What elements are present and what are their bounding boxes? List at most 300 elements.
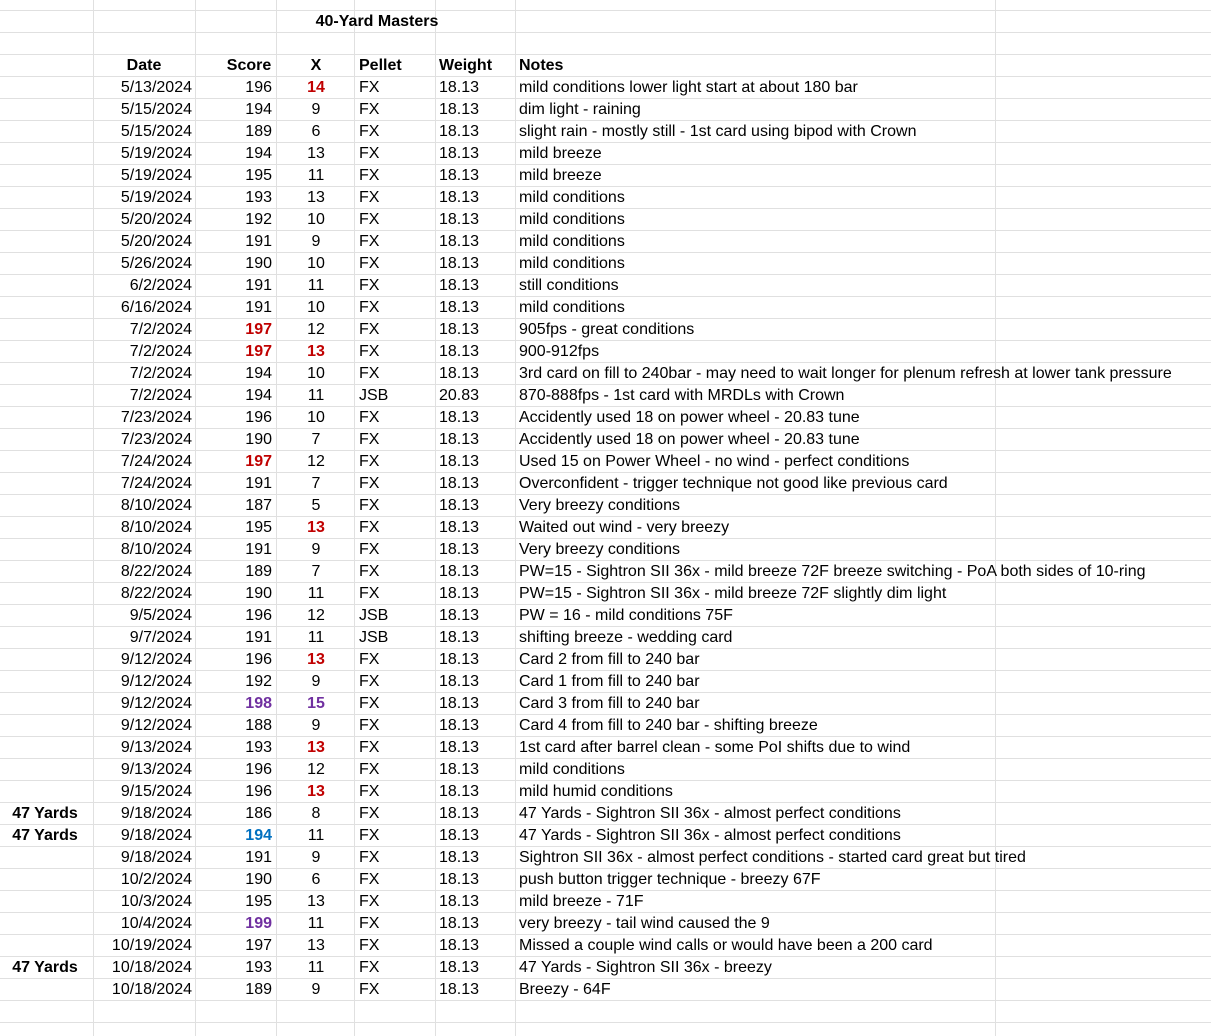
cell-label[interactable] <box>0 671 90 693</box>
cell-label[interactable] <box>0 275 90 297</box>
cell-weight[interactable]: 18.13 <box>439 101 480 118</box>
cell-notes[interactable]: mild breeze - 71F <box>519 893 644 910</box>
cell-notes[interactable]: PW=15 - Sightron SII 36x - mild breeze 72F breeze switching - PoA both sides of 10-ring <box>519 563 1146 580</box>
cell-score[interactable]: 191 <box>245 849 272 866</box>
cell-notes[interactable]: PW=15 - Sightron SII 36x - mild breeze 72F slightly dim light <box>519 585 947 602</box>
cell-notes[interactable]: mild conditions <box>519 189 625 206</box>
cell-notes[interactable]: PW = 16 - mild conditions 75F <box>519 607 733 624</box>
cell-date[interactable]: 7/2/2024 <box>129 365 192 382</box>
cell-x[interactable]: 9 <box>311 541 321 558</box>
cell-weight[interactable]: 18.13 <box>439 145 480 162</box>
cell-label[interactable] <box>0 913 90 935</box>
cell-date[interactable]: 10/4/2024 <box>120 915 192 932</box>
cell-label[interactable] <box>0 341 90 363</box>
cell-weight[interactable]: 18.13 <box>439 607 480 624</box>
header-x[interactable]: X <box>310 57 322 74</box>
cell-date[interactable]: 9/18/2024 <box>120 805 192 822</box>
cell-x[interactable]: 7 <box>311 475 321 492</box>
cell-score[interactable]: 191 <box>245 233 272 250</box>
cell-score[interactable]: 190 <box>245 431 272 448</box>
cell-pellet[interactable]: FX <box>359 871 380 888</box>
cell-notes[interactable]: mild conditions <box>519 299 625 316</box>
cell-score[interactable]: 198 <box>245 695 272 712</box>
cell-score[interactable]: 190 <box>245 585 272 602</box>
cell-date[interactable]: 7/2/2024 <box>129 321 192 338</box>
cell-weight[interactable]: 18.13 <box>439 343 480 360</box>
cell-date[interactable]: 8/22/2024 <box>120 585 192 602</box>
cell-label[interactable] <box>0 297 90 319</box>
cell-date[interactable]: 10/3/2024 <box>120 893 192 910</box>
cell-date[interactable]: 9/5/2024 <box>129 607 192 624</box>
cell-score[interactable]: 187 <box>245 497 272 514</box>
cell-pellet[interactable]: FX <box>359 453 380 470</box>
cell-label[interactable] <box>0 253 90 275</box>
cell-x[interactable]: 9 <box>311 233 321 250</box>
cell-pellet[interactable]: FX <box>359 585 380 602</box>
cell-weight[interactable]: 18.13 <box>439 299 480 316</box>
cell-pellet[interactable]: FX <box>359 475 380 492</box>
cell-score[interactable]: 193 <box>245 959 272 976</box>
cell-pellet[interactable]: FX <box>359 79 380 96</box>
cell-date[interactable]: 5/20/2024 <box>120 211 192 228</box>
cell-label[interactable] <box>0 143 90 165</box>
cell-label[interactable] <box>0 561 90 583</box>
cell-label[interactable] <box>0 583 90 605</box>
cell-label[interactable] <box>0 891 90 913</box>
cell-x[interactable]: 13 <box>307 739 325 756</box>
cell-label[interactable] <box>0 99 90 121</box>
cell-notes[interactable]: slight rain - mostly still - 1st card using bipod with Crown <box>519 123 917 140</box>
cell-score[interactable]: 196 <box>245 607 272 624</box>
cell-notes[interactable]: Card 4 from fill to 240 bar - shifting breeze <box>519 717 818 734</box>
cell-notes[interactable]: Very breezy conditions <box>519 541 680 558</box>
cell-notes[interactable]: mild breeze <box>519 167 602 184</box>
cell-weight[interactable]: 18.13 <box>439 805 480 822</box>
cell-pellet[interactable]: FX <box>359 739 380 756</box>
cell-notes[interactable]: Sightron SII 36x - almost perfect conditions - started card great but tired <box>519 849 1026 866</box>
cell-x[interactable]: 6 <box>311 123 321 140</box>
cell-label[interactable] <box>0 539 90 561</box>
cell-score[interactable]: 193 <box>245 189 272 206</box>
cell-weight[interactable]: 18.13 <box>439 981 480 998</box>
cell-x[interactable]: 7 <box>311 563 321 580</box>
cell-x[interactable]: 11 <box>307 959 325 976</box>
cell-label[interactable] <box>0 649 90 671</box>
cell-date[interactable]: 9/15/2024 <box>120 783 192 800</box>
cell-x[interactable]: 11 <box>307 387 325 404</box>
cell-date[interactable]: 5/15/2024 <box>120 123 192 140</box>
cell-pellet[interactable]: FX <box>359 299 380 316</box>
cell-score[interactable]: 190 <box>245 871 272 888</box>
cell-date[interactable]: 7/23/2024 <box>120 431 192 448</box>
cell-pellet[interactable]: FX <box>359 255 380 272</box>
cell-score[interactable]: 194 <box>245 827 272 844</box>
cell-x[interactable]: 13 <box>307 937 325 954</box>
cell-x[interactable]: 11 <box>307 585 325 602</box>
cell-pellet[interactable]: FX <box>359 343 380 360</box>
cell-label[interactable] <box>0 407 90 429</box>
cell-weight[interactable]: 18.13 <box>439 123 480 140</box>
cell-weight[interactable]: 18.13 <box>439 321 480 338</box>
cell-score[interactable]: 192 <box>245 673 272 690</box>
cell-label[interactable]: 47 Yards <box>12 827 78 844</box>
cell-weight[interactable]: 18.13 <box>439 629 480 646</box>
cell-pellet[interactable]: FX <box>359 167 380 184</box>
cell-date[interactable]: 9/12/2024 <box>120 717 192 734</box>
cell-score[interactable]: 197 <box>245 937 272 954</box>
cell-label[interactable] <box>0 209 90 231</box>
cell-score[interactable]: 189 <box>245 981 272 998</box>
cell-weight[interactable]: 18.13 <box>439 915 480 932</box>
cell-score[interactable]: 188 <box>245 717 272 734</box>
cell-weight[interactable]: 18.13 <box>439 585 480 602</box>
cell-weight[interactable]: 18.13 <box>439 167 480 184</box>
cell-x[interactable]: 5 <box>311 497 321 514</box>
cell-weight[interactable]: 18.13 <box>439 827 480 844</box>
cell-score[interactable]: 194 <box>245 101 272 118</box>
cell-x[interactable]: 9 <box>311 849 321 866</box>
cell-date[interactable]: 9/18/2024 <box>120 849 192 866</box>
cell-date[interactable]: 9/12/2024 <box>120 651 192 668</box>
cell-x[interactable]: 10 <box>307 211 325 228</box>
cell-date[interactable]: 9/12/2024 <box>120 673 192 690</box>
cell-score[interactable]: 197 <box>245 453 272 470</box>
cell-notes[interactable]: 47 Yards - Sightron SII 36x - almost perfect conditions <box>519 805 901 822</box>
cell-date[interactable]: 5/13/2024 <box>120 79 192 96</box>
cell-x[interactable]: 8 <box>311 805 321 822</box>
cell-x[interactable]: 13 <box>307 783 325 800</box>
cell-date[interactable]: 10/19/2024 <box>111 937 192 954</box>
cell-notes[interactable]: Overconfident - trigger technique not good like previous card <box>519 475 948 492</box>
cell-label[interactable] <box>0 451 90 473</box>
cell-weight[interactable]: 18.13 <box>439 365 480 382</box>
cell-score[interactable]: 196 <box>245 761 272 778</box>
cell-weight[interactable]: 18.13 <box>439 189 480 206</box>
cell-x[interactable]: 11 <box>307 629 325 646</box>
cell-date[interactable]: 9/18/2024 <box>120 827 192 844</box>
cell-x[interactable]: 9 <box>311 717 321 734</box>
cell-x[interactable]: 12 <box>307 321 325 338</box>
cell-weight[interactable]: 18.13 <box>439 871 480 888</box>
cell-notes[interactable]: mild breeze <box>519 145 602 162</box>
cell-notes[interactable]: 900-912fps <box>519 343 600 360</box>
cell-x[interactable]: 10 <box>307 409 325 426</box>
cell-weight[interactable]: 18.13 <box>439 695 480 712</box>
cell-date[interactable]: 7/23/2024 <box>120 409 192 426</box>
cell-x[interactable]: 11 <box>307 167 325 184</box>
cell-weight[interactable]: 18.13 <box>439 431 480 448</box>
cell-weight[interactable]: 18.13 <box>439 409 480 426</box>
cell-x[interactable]: 6 <box>311 871 321 888</box>
cell-date[interactable]: 8/10/2024 <box>120 541 192 558</box>
cell-label[interactable] <box>0 429 90 451</box>
cell-notes[interactable]: Card 2 from fill to 240 bar <box>519 651 700 668</box>
cell-label[interactable] <box>0 473 90 495</box>
cell-x[interactable]: 9 <box>311 981 321 998</box>
cell-notes[interactable]: 905fps - great conditions <box>519 321 695 338</box>
header-score[interactable]: Score <box>226 57 272 74</box>
cell-score[interactable]: 189 <box>245 123 272 140</box>
cell-x[interactable]: 11 <box>307 827 325 844</box>
cell-date[interactable]: 10/18/2024 <box>111 981 192 998</box>
cell-x[interactable]: 13 <box>307 519 325 536</box>
cell-score[interactable]: 196 <box>245 79 272 96</box>
cell-date[interactable]: 7/24/2024 <box>120 475 192 492</box>
cell-pellet[interactable]: FX <box>359 937 380 954</box>
cell-label[interactable] <box>0 165 90 187</box>
cell-label[interactable] <box>0 495 90 517</box>
header-date[interactable]: Date <box>126 57 162 74</box>
cell-x[interactable]: 10 <box>307 255 325 272</box>
cell-label[interactable] <box>0 231 90 253</box>
cell-x[interactable]: 11 <box>307 277 325 294</box>
cell-label[interactable] <box>0 979 90 1001</box>
cell-score[interactable]: 194 <box>245 365 272 382</box>
cell-notes[interactable]: mild humid conditions <box>519 783 673 800</box>
cell-score[interactable]: 191 <box>245 475 272 492</box>
cell-score[interactable]: 193 <box>245 739 272 756</box>
cell-label[interactable] <box>0 737 90 759</box>
cell-notes[interactable]: dim light - raining <box>519 101 641 118</box>
cell-weight[interactable]: 18.13 <box>439 211 480 228</box>
cell-pellet[interactable]: FX <box>359 959 380 976</box>
cell-weight[interactable]: 18.13 <box>439 79 480 96</box>
cell-date[interactable]: 8/10/2024 <box>120 497 192 514</box>
cell-weight[interactable]: 18.13 <box>439 937 480 954</box>
cell-pellet[interactable]: JSB <box>359 629 389 646</box>
cell-weight[interactable]: 18.13 <box>439 277 480 294</box>
cell-score[interactable]: 191 <box>245 299 272 316</box>
cell-label[interactable] <box>0 847 90 869</box>
cell-score[interactable]: 194 <box>245 387 272 404</box>
cell-weight[interactable]: 18.13 <box>439 453 480 470</box>
cell-notes[interactable]: Missed a couple wind calls or would have been a 200 card <box>519 937 933 954</box>
cell-label[interactable] <box>0 517 90 539</box>
cell-pellet[interactable]: JSB <box>359 387 389 404</box>
cell-score[interactable]: 186 <box>245 805 272 822</box>
cell-label[interactable] <box>0 627 90 649</box>
cell-date[interactable]: 6/2/2024 <box>129 277 192 294</box>
cell-date[interactable]: 5/20/2024 <box>120 233 192 250</box>
cell-pellet[interactable]: FX <box>359 431 380 448</box>
cell-notes[interactable]: Accidently used 18 on power wheel - 20.83 tune <box>519 431 860 448</box>
cell-weight[interactable]: 18.13 <box>439 563 480 580</box>
cell-score[interactable]: 189 <box>245 563 272 580</box>
cell-label[interactable] <box>0 605 90 627</box>
cell-weight[interactable]: 18.13 <box>439 673 480 690</box>
cell-x[interactable]: 13 <box>307 343 325 360</box>
cell-weight[interactable]: 18.13 <box>439 519 480 536</box>
cell-weight[interactable]: 18.13 <box>439 651 480 668</box>
cell-date[interactable]: 5/19/2024 <box>120 145 192 162</box>
cell-pellet[interactable]: FX <box>359 189 380 206</box>
cell-weight[interactable]: 18.13 <box>439 893 480 910</box>
cell-pellet[interactable]: FX <box>359 717 380 734</box>
cell-pellet[interactable]: FX <box>359 893 380 910</box>
cell-x[interactable]: 12 <box>307 607 325 624</box>
cell-score[interactable]: 196 <box>245 409 272 426</box>
cell-date[interactable]: 5/26/2024 <box>120 255 192 272</box>
cell-date[interactable]: 8/10/2024 <box>120 519 192 536</box>
cell-pellet[interactable]: FX <box>359 805 380 822</box>
cell-pellet[interactable]: FX <box>359 651 380 668</box>
cell-pellet[interactable]: FX <box>359 827 380 844</box>
cell-score[interactable]: 195 <box>245 893 272 910</box>
cell-date[interactable]: 5/19/2024 <box>120 167 192 184</box>
cell-pellet[interactable]: JSB <box>359 607 389 624</box>
cell-pellet[interactable]: FX <box>359 563 380 580</box>
cell-date[interactable]: 8/22/2024 <box>120 563 192 580</box>
sheet-title[interactable]: 40-Yard Masters <box>315 13 439 30</box>
cell-weight[interactable]: 18.13 <box>439 255 480 272</box>
cell-weight[interactable]: 18.13 <box>439 959 480 976</box>
cell-label[interactable] <box>0 715 90 737</box>
cell-weight[interactable]: 18.13 <box>439 717 480 734</box>
cell-x[interactable]: 9 <box>311 101 321 118</box>
cell-notes[interactable]: Waited out wind - very breezy <box>519 519 730 536</box>
cell-pellet[interactable]: FX <box>359 783 380 800</box>
cell-score[interactable]: 190 <box>245 255 272 272</box>
cell-weight[interactable]: 18.13 <box>439 783 480 800</box>
cell-label[interactable] <box>0 869 90 891</box>
cell-x[interactable]: 15 <box>307 695 325 712</box>
cell-notes[interactable]: Card 1 from fill to 240 bar <box>519 673 700 690</box>
cell-notes[interactable]: mild conditions <box>519 233 625 250</box>
cell-notes[interactable]: Used 15 on Power Wheel - no wind - perfect conditions <box>519 453 910 470</box>
cell-notes[interactable]: still conditions <box>519 277 619 294</box>
cell-date[interactable]: 7/24/2024 <box>120 453 192 470</box>
cell-label[interactable] <box>0 319 90 341</box>
cell-x[interactable]: 10 <box>307 365 325 382</box>
cell-pellet[interactable]: FX <box>359 849 380 866</box>
cell-pellet[interactable]: FX <box>359 321 380 338</box>
cell-score[interactable]: 191 <box>245 629 272 646</box>
cell-date[interactable]: 10/18/2024 <box>111 959 192 976</box>
cell-date[interactable]: 9/7/2024 <box>129 629 192 646</box>
cell-label[interactable]: 47 Yards <box>12 805 78 822</box>
cell-score[interactable]: 199 <box>245 915 272 932</box>
cell-pellet[interactable]: FX <box>359 981 380 998</box>
cell-pellet[interactable]: FX <box>359 673 380 690</box>
cell-weight[interactable]: 18.13 <box>439 233 480 250</box>
cell-pellet[interactable]: FX <box>359 695 380 712</box>
cell-date[interactable]: 5/15/2024 <box>120 101 192 118</box>
cell-pellet[interactable]: FX <box>359 233 380 250</box>
cell-notes[interactable]: 47 Yards - Sightron SII 36x - almost perfect conditions <box>519 827 901 844</box>
cell-pellet[interactable]: FX <box>359 497 380 514</box>
cell-x[interactable]: 11 <box>307 915 325 932</box>
cell-pellet[interactable]: FX <box>359 277 380 294</box>
cell-weight[interactable]: 18.13 <box>439 475 480 492</box>
cell-pellet[interactable]: FX <box>359 101 380 118</box>
cell-label[interactable] <box>0 363 90 385</box>
cell-notes[interactable]: Very breezy conditions <box>519 497 680 514</box>
cell-pellet[interactable]: FX <box>359 365 380 382</box>
header-notes[interactable]: Notes <box>519 57 564 74</box>
cell-score[interactable]: 197 <box>245 321 272 338</box>
cell-date[interactable]: 9/13/2024 <box>120 761 192 778</box>
cell-score[interactable]: 195 <box>245 167 272 184</box>
cell-notes[interactable]: Accidently used 18 on power wheel - 20.83 tune <box>519 409 860 426</box>
cell-notes[interactable]: 3rd card on fill to 240bar - may need to wait longer for plenum refresh at lower tank pressure <box>519 365 1172 382</box>
cell-x[interactable]: 13 <box>307 145 325 162</box>
cell-notes[interactable]: 870-888fps - 1st card with MRDLs with Crown <box>519 387 845 404</box>
cell-weight[interactable]: 18.13 <box>439 739 480 756</box>
cell-x[interactable]: 12 <box>307 761 325 778</box>
cell-pellet[interactable]: FX <box>359 409 380 426</box>
cell-notes[interactable]: Breezy - 64F <box>519 981 611 998</box>
cell-weight[interactable]: 18.13 <box>439 849 480 866</box>
cell-weight[interactable]: 20.83 <box>439 387 480 404</box>
cell-score[interactable]: 191 <box>245 541 272 558</box>
cell-date[interactable]: 5/19/2024 <box>120 189 192 206</box>
cell-notes[interactable]: mild conditions <box>519 761 625 778</box>
cell-pellet[interactable]: FX <box>359 761 380 778</box>
cell-notes[interactable]: Card 3 from fill to 240 bar <box>519 695 700 712</box>
cell-pellet[interactable]: FX <box>359 541 380 558</box>
cell-label[interactable] <box>0 187 90 209</box>
cell-notes[interactable]: push button trigger technique - breezy 67F <box>519 871 821 888</box>
cell-notes[interactable]: 47 Yards - Sightron SII 36x - breezy <box>519 959 772 976</box>
cell-x[interactable]: 7 <box>311 431 321 448</box>
cell-pellet[interactable]: FX <box>359 123 380 140</box>
cell-notes[interactable]: mild conditions lower light start at about 180 bar <box>519 79 858 96</box>
cell-weight[interactable]: 18.13 <box>439 497 480 514</box>
cell-label[interactable] <box>0 935 90 957</box>
cell-x[interactable]: 12 <box>307 453 325 470</box>
cell-x[interactable]: 13 <box>307 189 325 206</box>
cell-score[interactable]: 197 <box>245 343 272 360</box>
cell-pellet[interactable]: FX <box>359 915 380 932</box>
cell-score[interactable]: 194 <box>245 145 272 162</box>
cell-label[interactable] <box>0 77 90 99</box>
cell-notes[interactable]: mild conditions <box>519 255 625 272</box>
cell-label[interactable] <box>0 121 90 143</box>
cell-notes[interactable]: 1st card after barrel clean - some PoI shifts due to wind <box>519 739 911 756</box>
cell-score[interactable]: 196 <box>245 783 272 800</box>
cell-label[interactable] <box>0 385 90 407</box>
cell-label[interactable]: 47 Yards <box>12 959 78 976</box>
cell-x[interactable]: 13 <box>307 893 325 910</box>
cell-x[interactable]: 9 <box>311 673 321 690</box>
header-weight[interactable]: Weight <box>439 57 493 74</box>
cell-pellet[interactable]: FX <box>359 211 380 228</box>
cell-pellet[interactable]: FX <box>359 145 380 162</box>
cell-label[interactable] <box>0 781 90 803</box>
cell-weight[interactable]: 18.13 <box>439 541 480 558</box>
cell-score[interactable]: 191 <box>245 277 272 294</box>
cell-x[interactable]: 13 <box>307 651 325 668</box>
cell-notes[interactable]: very breezy - tail wind caused the 9 <box>519 915 770 932</box>
cell-weight[interactable]: 18.13 <box>439 761 480 778</box>
cell-date[interactable]: 9/12/2024 <box>120 695 192 712</box>
cell-pellet[interactable]: FX <box>359 519 380 536</box>
cell-score[interactable]: 196 <box>245 651 272 668</box>
header-pellet[interactable]: Pellet <box>359 57 402 74</box>
cell-date[interactable]: 9/13/2024 <box>120 739 192 756</box>
cell-label[interactable] <box>0 693 90 715</box>
cell-date[interactable]: 6/16/2024 <box>120 299 192 316</box>
cell-score[interactable]: 192 <box>245 211 272 228</box>
cell-x[interactable]: 14 <box>307 79 325 96</box>
cell-label[interactable] <box>0 759 90 781</box>
cell-date[interactable]: 7/2/2024 <box>129 343 192 360</box>
cell-x[interactable]: 10 <box>307 299 325 316</box>
cell-notes[interactable]: mild conditions <box>519 211 625 228</box>
cell-date[interactable]: 7/2/2024 <box>129 387 192 404</box>
cell-date[interactable]: 10/2/2024 <box>120 871 192 888</box>
cell-notes[interactable]: shifting breeze - wedding card <box>519 629 733 646</box>
